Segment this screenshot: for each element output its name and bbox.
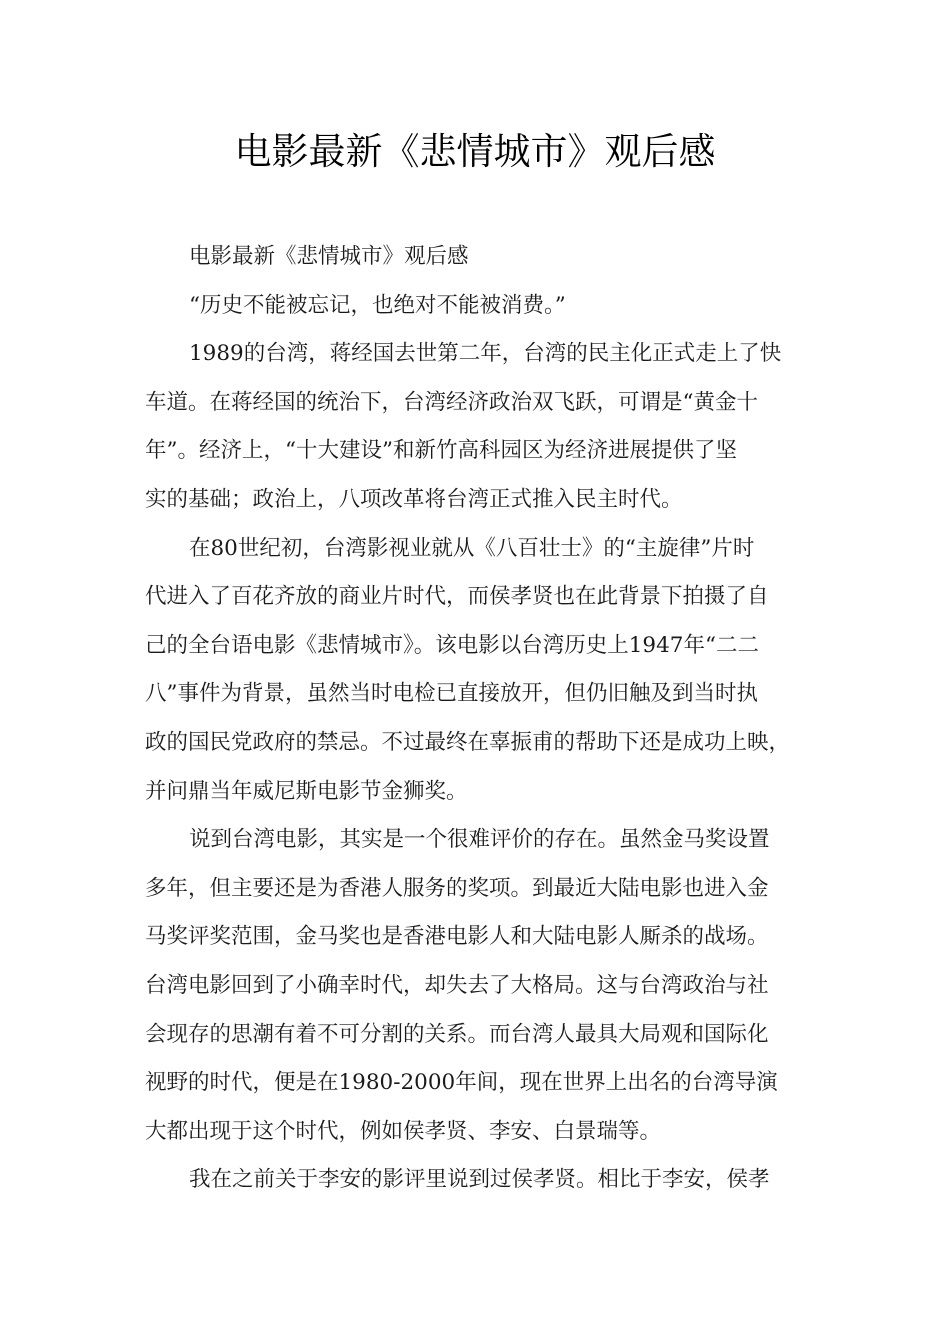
text-line: 会现存的思潮有着不可分割的关系。而台湾人最具大局观和国际化 — [145, 1021, 769, 1047]
text-line: 年”。经济上，“十大建设”和新竹高科园区为经济进展提供了坚 — [145, 438, 737, 464]
text-line: 己的全台语电影《悲情城市》。该电影以台湾历史上1947年“二二 — [145, 632, 759, 658]
text-line: “历史不能被忘记，也绝对不能被消费。” — [189, 292, 566, 318]
text-line: 并问鼎当年威尼斯电影节金狮奖。 — [145, 778, 468, 804]
document-body — [145, 233, 830, 1205]
text-line: 我在之前关于李安的影评里说到过侯孝贤。相比于李安，侯孝 — [189, 1167, 770, 1193]
text-line: 车道。在蒋经国的统治下，台湾经济政治双飞跃，可谓是“黄金十 — [145, 389, 758, 415]
text-line: 说到台湾电影，其实是一个很难评价的存在。虽然金马奖设置 — [189, 827, 770, 853]
text-line: 马奖评奖范围，金马奖也是香港电影人和大陆电影人厮杀的战场。 — [145, 924, 769, 950]
text-line: 多年，但主要还是为香港人服务的奖项。到最近大陆电影也进入金 — [145, 875, 769, 901]
text-line: 在80世纪初，台湾影视业就从《八百壮士》的“主旋律”片时 — [189, 535, 755, 561]
text-line: 视野的时代，便是在1980-2000年间，现在世界上出名的台湾导演 — [145, 1070, 778, 1096]
text-line: 台湾电影回到了小确幸时代，却失去了大格局。这与台湾政治与社 — [145, 972, 769, 998]
text-line: 电影最新《悲情城市》观后感 — [189, 244, 469, 269]
text-line: 大都出现于这个时代，例如侯孝贤、李安、白景瑞等。 — [145, 1118, 662, 1144]
text-line: 代进入了百花齐放的商业片时代，而侯孝贤也在此背景下拍摄了自 — [145, 584, 769, 610]
text-line: 八”事件为背景，虽然当时电检已直接放开，但仍旧触及到当时执 — [145, 681, 758, 707]
text-line: 实的基础；政治上，八项改革将台湾正式推入民主时代。 — [145, 486, 683, 512]
text-line: 政的国民党政府的禁忌。不过最终在辜振甫的帮助下还是成功上映， — [145, 729, 791, 755]
text-line: 1989的台湾，蒋经国去世第二年，台湾的民主化正式走上了快 — [189, 341, 782, 367]
document-title: 电影最新《悲情城市》观后感 — [234, 130, 716, 173]
